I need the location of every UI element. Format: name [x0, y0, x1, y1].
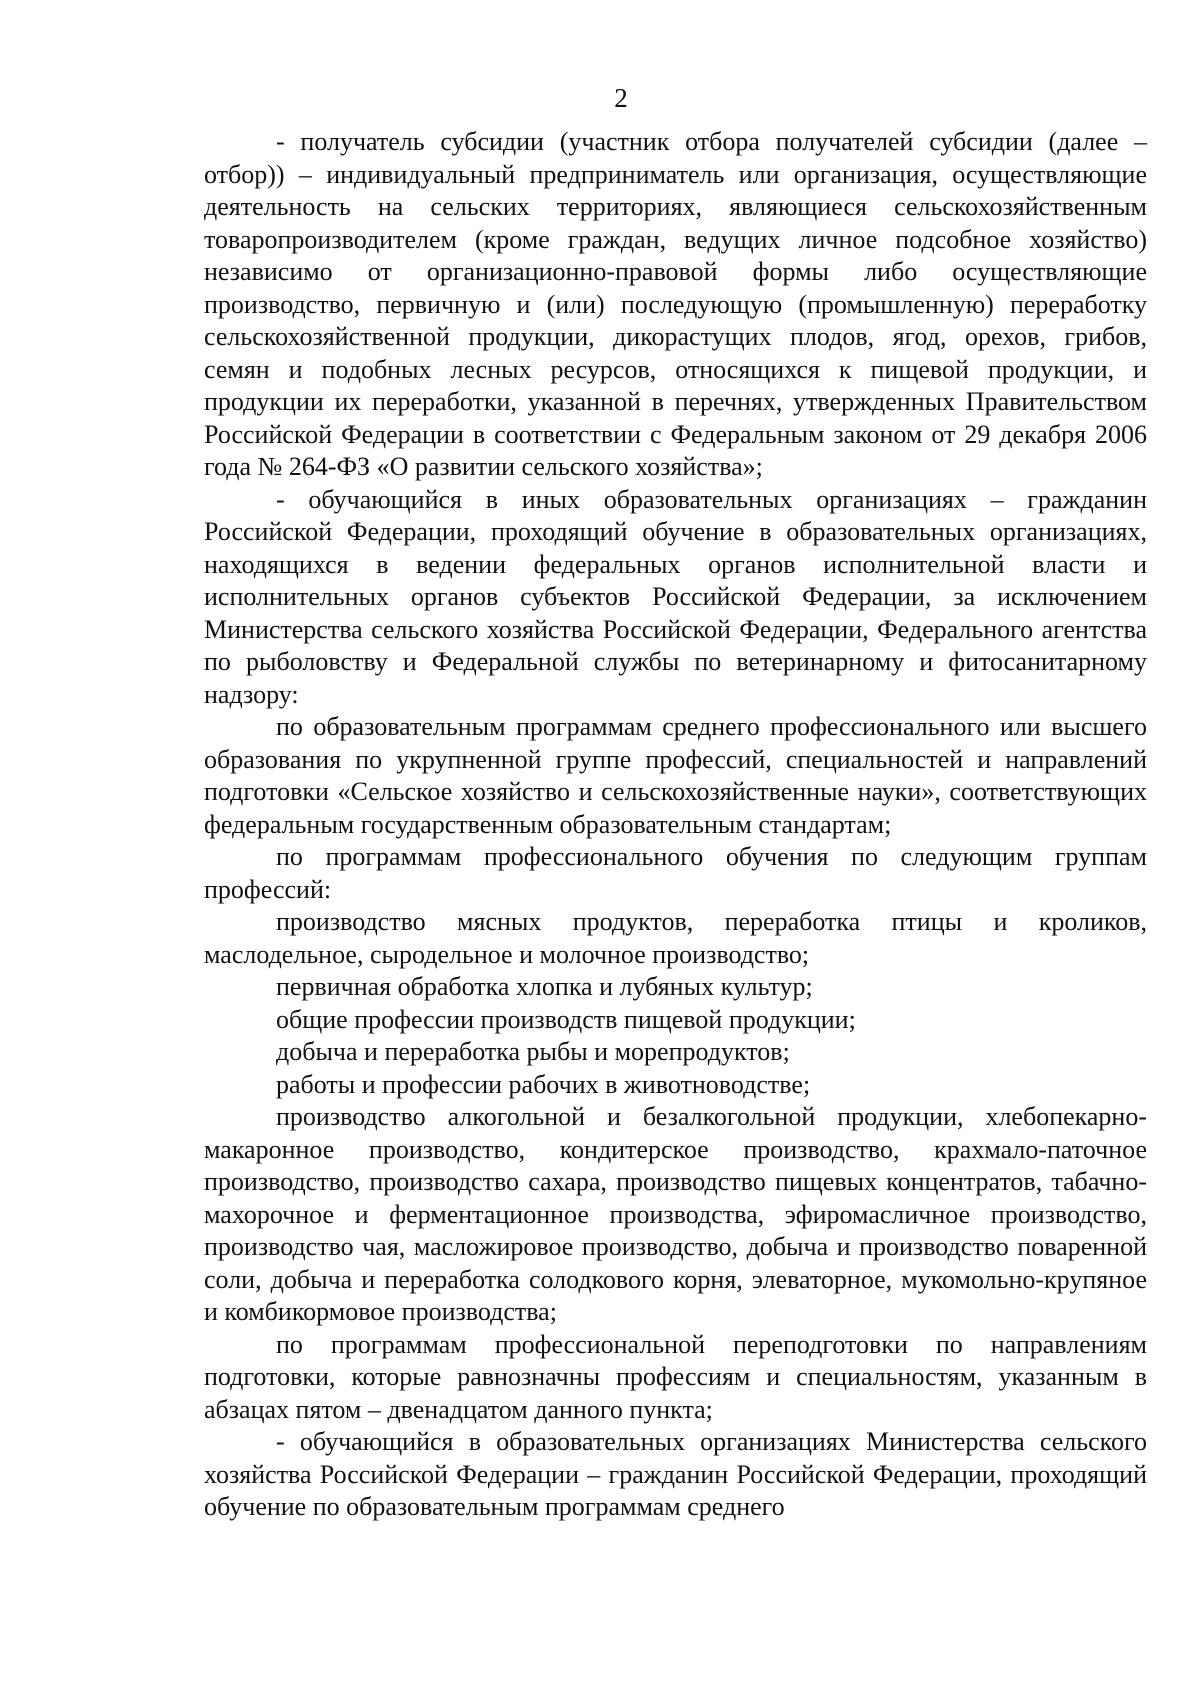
document-body — [204, 126, 1147, 1524]
page-number: 2 — [614, 83, 628, 113]
list-item-cotton: первичная обработка хлопка и лубяных культур; — [276, 972, 813, 1001]
paragraph-other-organizations-student: - обучающийся в иных образовательных организациях – гражданин Российской Федерации, проходящий обучение в образовательных организациях, находящихся в ведении федеральных органов исполнительной власти и исполнительных органов субъектов Российской Федерации, за исключением Министерства сельского хозяйства Российской Федерации, Федерального агентства по рыболовству и Федеральной службы по ветеринарному и фитосанитарному надзору: — [204, 484, 1147, 709]
list-item-fish: добыча и переработка рыбы и морепродуктов; — [276, 1037, 790, 1066]
list-item-livestock: работы и профессии рабочих в животноводстве; — [276, 1069, 811, 1099]
paragraph-retraining: по программам профессиональной переподготовки по направлениям подготовки, которые равнозначны профессиям и специальностям, указанным в абзацах пятом – двенадцатом данного пункта; — [204, 1329, 1147, 1424]
paragraph-professional-training: по программам профессионального обучения по следующим группам профессий: — [204, 842, 1147, 904]
paragraph-subsidy-recipient: - получатель субсидии (участник отбора получателей субсидии (далее – отбор)) – индивидуальный предприниматель или организация, осуществляющие деятельность на сельских территориях, являющиеся сельскохозяйственным товаропроизводителем (кроме граждан, ведущих личное подсобное хозяйство) независимо от организационно-правовой формы либо осуществляющие производство, первичную и (или) последующую (промышленную) переработку сельскохозяйственной продукции, дикорастущих плодов, ягод, орехов, грибов, семян и подобных лесных ресурсов, относящихся к пищевой продукции, и продукции их переработки, указанной в перечнях, утвержденных Правительством Российской Федерации в соответствии с Федеральным законом от 29 декабря 2006 года № 264-ФЗ «О развитии сельского хозяйства»; — [204, 127, 1147, 481]
list-item-meat-dairy: производство мясных продуктов, переработка птицы и кроликов, маслодельное, сыродельное и молочное производство; — [204, 907, 1147, 969]
list-item-food-production: производство алкогольной и безалкогольной продукции, хлебопекарно-макаронное производство, кондитерское производство, крахмало-паточное производство, производство сахара, производство пищевых концентратов, табачно-махорочное и ферментационное производства, эфиромасличное производство, производство чая, масложировое производство, добыча и производство поваренной соли, добыча и переработка солодкового корня, элеваторное, мукомольно-крупяное и комбикормовое производства; — [204, 1102, 1147, 1326]
paragraph-education-programs: по образовательным программам среднего профессионального или высшего образования по укрупненной группе профессий, специальностей и направлений подготовки «Сельское хозяйство и сельскохозяйственные науки», соответствующих федеральным государственным образовательным стандартам; — [204, 712, 1147, 839]
paragraph-ministry-student: - обучающийся в образовательных организациях Министерства сельского хозяйства Российской Федерации – гражданин Российской Федерации, проходящий обучение по образовательным программам среднего — [204, 1427, 1147, 1521]
list-item-food-professions: общие профессии производств пищевой продукции; — [276, 1004, 856, 1034]
